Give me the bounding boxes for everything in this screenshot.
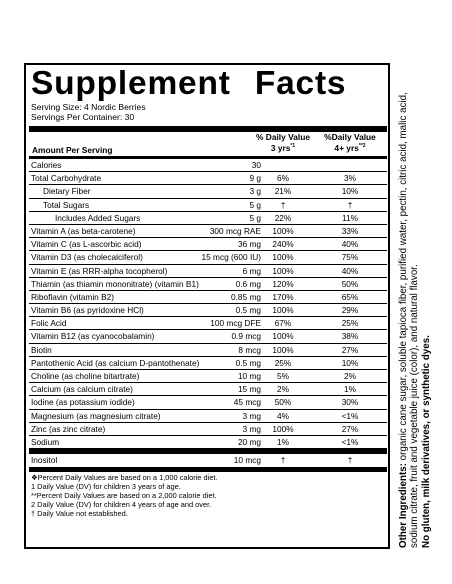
dv-4yrs: 27% — [341, 344, 359, 355]
other-ingredients — [398, 64, 432, 548]
dv-4yrs: 65% — [341, 291, 359, 302]
nutrient-amount: 20 mg — [237, 436, 261, 447]
nutrient-name: Iodine (as potassium iodide) — [31, 397, 135, 408]
dv-3yrs: 4% — [277, 410, 289, 421]
nutrient-amount: 100 mcg DFE — [210, 318, 261, 329]
nutrient-amount: 0.5 mg — [235, 357, 261, 368]
nutrient-name: Dietary Fiber — [43, 186, 91, 197]
dv-4yrs: 30% — [341, 397, 359, 408]
dv-4yrs: 3% — [344, 173, 356, 184]
nutrient-name: Thiamin (as thiamin mononitrate) (vitamin B1) — [31, 278, 199, 289]
dv-4yrs: † — [347, 199, 353, 210]
dv-4yrs: 1% — [344, 384, 356, 395]
nutrient-name: Vitamin B6 (as pyridoxine HCl) — [31, 305, 144, 316]
nutrient-name: Total Carbohydrate — [31, 173, 102, 184]
nutrient-amount: 36 mg — [237, 239, 261, 250]
footnote: ❖Percent Daily Values are based on a 1,000 calorie diet. — [31, 473, 218, 482]
nutrient-name: Folic Acid — [31, 318, 67, 329]
table-row — [29, 212, 387, 225]
nutrient-amount: 0.5 mg — [235, 305, 261, 316]
table-row — [29, 344, 387, 357]
table-row — [29, 370, 387, 383]
table-row — [29, 396, 387, 409]
table-row — [29, 278, 387, 291]
panel-title: Supplement Facts — [31, 65, 347, 102]
dv-3yrs: 22% — [274, 212, 292, 223]
dv-3yrs: 67% — [274, 318, 292, 329]
nutrient-amount: 3 g — [249, 186, 261, 197]
dv-3yrs: 100% — [272, 225, 294, 236]
nutrient-amount: 15 mg — [237, 384, 261, 395]
nutrient-amount: 0.6 mg — [235, 278, 261, 289]
dv-3yrs: 100% — [272, 331, 294, 342]
dv-4yrs: 29% — [341, 305, 359, 316]
nutrient-amount: 3 mg — [242, 423, 261, 434]
serving-info — [31, 102, 146, 122]
dv-4yrs: 40% — [341, 239, 359, 250]
dv-3yrs-header: % Daily Value 3 yrs$^{*1}$ — [256, 132, 310, 153]
nutrient-name: Vitamin B12 (as cyanocobalamin) — [31, 331, 155, 342]
dv-4yrs: 2% — [344, 371, 356, 381]
nutrient-amount: 45 mcg — [233, 397, 261, 408]
dv-4yrs: <1% — [341, 436, 359, 447]
footnote: **Percent Daily Values are based on a 2,000 calorie diet. — [31, 491, 217, 500]
dv-4yrs: 50% — [341, 278, 359, 289]
nutrient-amount: 8 mcg — [238, 344, 261, 355]
supplement-facts-panel — [24, 63, 390, 549]
nutrient-name: Pantothenic Acid (as calcium D-pantothenate) — [31, 357, 200, 368]
table-row — [29, 291, 387, 304]
nutrient-name: Sodium — [31, 436, 60, 447]
nutrient-amount: 300 mcg RAE — [209, 225, 261, 236]
table-row — [29, 251, 387, 264]
nutrient-amount: 3 mg — [242, 410, 261, 421]
nutrient-name: Calcium (as calcium citrate) — [31, 384, 133, 395]
dv-3yrs: 100% — [272, 344, 294, 355]
dv-4yrs: 27% — [341, 423, 359, 434]
dv-3yrs: 21% — [274, 186, 292, 197]
table-row — [29, 238, 387, 251]
nutrient-amount: 15 mcg (600 IU) — [201, 252, 261, 263]
dv-3yrs: 100% — [272, 265, 294, 276]
footnote: 2 Daily Value (DV) for children 4 years of age and over. — [31, 500, 212, 509]
inositol-section — [29, 454, 387, 466]
dv-4yrs: 10% — [341, 357, 359, 368]
nutrient-amount: 0.9 mcg — [231, 331, 261, 342]
dv-4yrs: 38% — [341, 331, 359, 342]
thick-divider-bottom — [29, 467, 387, 472]
nutrient-amount: 9 g — [249, 173, 261, 184]
dv-4yrs: 75% — [341, 252, 359, 263]
table-row — [29, 423, 387, 436]
dv-3yrs: 240% — [272, 239, 294, 250]
nutrient-amount: 5 g — [249, 212, 261, 223]
nutrient-amount: 5 g — [249, 199, 261, 210]
dv-4yrs: 11% — [342, 212, 358, 223]
dv-3yrs: 100% — [272, 305, 294, 316]
dv-3yrs: 25% — [274, 357, 292, 368]
dv-4yrs: 10% — [341, 186, 359, 197]
dv-3yrs: 6% — [277, 173, 289, 184]
nutrient-amount: 6 mg — [242, 265, 261, 276]
dv-3yrs: 50% — [274, 397, 292, 408]
dv-3yrs: 2% — [277, 384, 289, 395]
nutrient-amount: 10 mg — [237, 371, 261, 381]
dv-4yrs: 40% — [341, 265, 359, 276]
dv-3yrs: 5% — [277, 371, 289, 381]
table-row — [29, 265, 387, 278]
table-row — [29, 330, 387, 343]
other-ingredients-label: Other Ingredients: — [398, 463, 409, 548]
table-row — [29, 436, 387, 449]
table-row — [29, 357, 387, 370]
table-row — [29, 159, 387, 172]
nutrient-name: Vitamin C (as L-ascorbic acid) — [31, 239, 142, 250]
table-row — [29, 225, 387, 238]
servings-per-container: Servings Per Container: 30 — [31, 112, 135, 122]
column-header — [26, 132, 388, 156]
amount-per-serving-label: Amount Per Serving — [32, 145, 113, 155]
dv-3yrs: † — [280, 199, 286, 210]
dv-3yrs: 1% — [277, 436, 289, 447]
dv-4yrs: <1% — [341, 410, 359, 421]
nutrient-name: Vitamin E (as RRR-alpha tocopherol) — [31, 265, 168, 276]
footnote: 1 Daily Value (DV) for children 3 years of age. — [31, 482, 181, 491]
dv-4yrs: 33% — [341, 225, 359, 236]
nutrient-amount: 0.85 mg — [231, 291, 261, 302]
nutrient-name: Riboflavin (vitamin B2) — [31, 291, 114, 302]
table-row — [29, 172, 387, 185]
footnote: † Daily Value not established. — [31, 509, 128, 518]
dv-3yrs: 100% — [272, 252, 294, 263]
dv-3yrs: 170% — [272, 291, 294, 302]
table-row — [29, 185, 387, 198]
nutrient-name: Magnesium (as magnesium citrate) — [31, 410, 161, 421]
table-row — [29, 383, 387, 396]
nutrient-name: Biotin — [31, 344, 52, 355]
dv-3yrs: 120% — [272, 278, 294, 289]
allergen-note: No gluten, milk derivatives, or synthetic dyes. — [420, 335, 432, 548]
footnotes — [31, 473, 331, 518]
dv-3yrs: 100% — [272, 423, 294, 434]
nutrient-name: Calories — [31, 160, 62, 170]
nutrient-name: Zinc (as zinc citrate) — [31, 423, 106, 434]
nutrient-amount: 30 — [251, 160, 261, 170]
nutrient-name: Vitamin A (as beta-carotene) — [31, 225, 136, 236]
dv-4yrs: 25% — [341, 318, 359, 329]
nutrient-name: Total Sugars — [43, 199, 90, 210]
nutrient-table — [29, 159, 387, 449]
dv-4yrs-header: %Daily Value 4+ yrs$^{**2}$ — [324, 132, 376, 153]
table-row — [29, 304, 387, 317]
nutrient-name: Includes Added Sugars — [55, 212, 141, 223]
serving-size: Serving Size: 4 Nordic Berries — [31, 102, 146, 112]
nutrient-name: Vitamin D3 (as cholecalciferol) — [31, 252, 143, 263]
table-row — [29, 199, 387, 212]
table-row — [29, 317, 387, 330]
nutrient-name: Choline (as choline bitartrate) — [31, 371, 140, 381]
table-row: Inositol 10 mcg † † — [31, 455, 353, 465]
other-ingredients-text: organic cane sugar, soluble tapioca fiber, purified water, pectin, citric acid, malic acid, sodium citrate, fruit and vegetable juice (color), and natural flavor. — [398, 92, 421, 548]
table-row — [29, 410, 387, 423]
